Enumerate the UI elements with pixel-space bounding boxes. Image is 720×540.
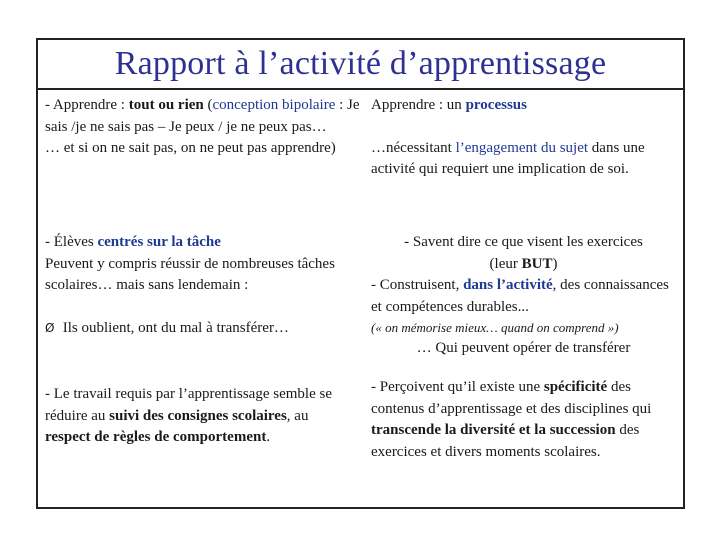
left-block-1 bbox=[45, 95, 365, 160]
left-block-2-accent: centrés sur la tâche bbox=[97, 234, 221, 250]
right-block-4-text2: des exercices et divers moments scolaires. bbox=[371, 422, 640, 460]
right-block-1-line2-rest: dans une activité qui requiert une implication de soi. bbox=[371, 139, 645, 177]
right-block-1-prefix: Apprendre : un bbox=[371, 97, 466, 113]
left-block-1-bold: tout ou rien bbox=[128, 97, 204, 113]
right-block-1-line2-prefix: …nécessitant bbox=[371, 139, 456, 156]
right-block-1-accent2: l’engagement du sujet bbox=[455, 139, 589, 156]
right-block-2-line2-suffix: ) bbox=[552, 255, 558, 272]
right-block-2-line3-rest: , des connaissances et compétences durables... bbox=[371, 277, 669, 315]
left-block-4-text2: , au bbox=[286, 407, 309, 424]
right-block-1-accent: processus bbox=[465, 97, 527, 113]
right-block-2-line2-prefix: (leur bbox=[489, 255, 522, 272]
left-block-1-prefix: - Apprendre : bbox=[45, 97, 129, 113]
right-block-2-top bbox=[371, 232, 676, 275]
right-block-3-text1: … Qui peuvent opérer de transférer bbox=[416, 340, 631, 356]
left-block-3-text1: Ils oublient, ont du mal à transférer… bbox=[62, 320, 289, 336]
right-block-4-bold1: spécificité bbox=[543, 379, 608, 395]
left-block-1-paren: ( bbox=[203, 97, 213, 113]
right-block-3 bbox=[371, 320, 676, 360]
right-block-2-accent: dans l’activité bbox=[463, 277, 553, 293]
left-block-4-text1: - Le travail requis par l’apprentissage semble se réduire au bbox=[45, 386, 332, 424]
right-block-4-text1: des contenus d’apprentissage et des disciplines qui bbox=[371, 379, 652, 417]
right-block-2-line3-prefix: - Construisent, bbox=[371, 277, 464, 293]
right-block-2-line1: - Savent dire ce que visent les exercices bbox=[404, 234, 643, 250]
left-block-1-accent: conception bipolaire bbox=[212, 97, 336, 113]
right-block-2-bold: BUT bbox=[521, 255, 553, 272]
left-block-2-prefix: - Élèves bbox=[45, 234, 98, 250]
left-block-2 bbox=[45, 232, 360, 297]
page-title: Rapport à l’activité d’apprentissage bbox=[114, 45, 607, 82]
left-block-4-bold1: suivi des consignes scolaires bbox=[109, 407, 287, 424]
right-block-4 bbox=[371, 377, 676, 463]
arrow-right-icon: Ø bbox=[45, 321, 55, 335]
left-block-3 bbox=[45, 318, 365, 340]
left-block-1-text1: : Je sais /je ne sais pas – Je peux / je ne peux pas… bbox=[45, 97, 360, 135]
right-block-2-bottom bbox=[371, 275, 676, 318]
left-block-4-bold2: respect de règles de comportement bbox=[45, 429, 267, 445]
left-block-2-text1: Peuvent y compris réussir de nombreuses tâches scolaires… mais sans lendemain : bbox=[45, 255, 335, 293]
right-block-4-prefix: - Perçoivent qu’il existe une bbox=[371, 379, 544, 395]
comparison-table bbox=[36, 38, 685, 509]
title-row bbox=[38, 40, 683, 90]
right-block-1 bbox=[371, 95, 676, 181]
right-block-4-bold2: transcende la diversité et la succession bbox=[371, 422, 616, 438]
right-block-3-quote: (« on mémorise mieux… quand on comprend ») bbox=[371, 320, 619, 335]
left-block-1-text2: … et si on ne sait pas, on ne peut pas apprendre) bbox=[45, 140, 336, 156]
left-block-4 bbox=[45, 384, 345, 449]
left-block-4-text3: . bbox=[266, 429, 271, 445]
